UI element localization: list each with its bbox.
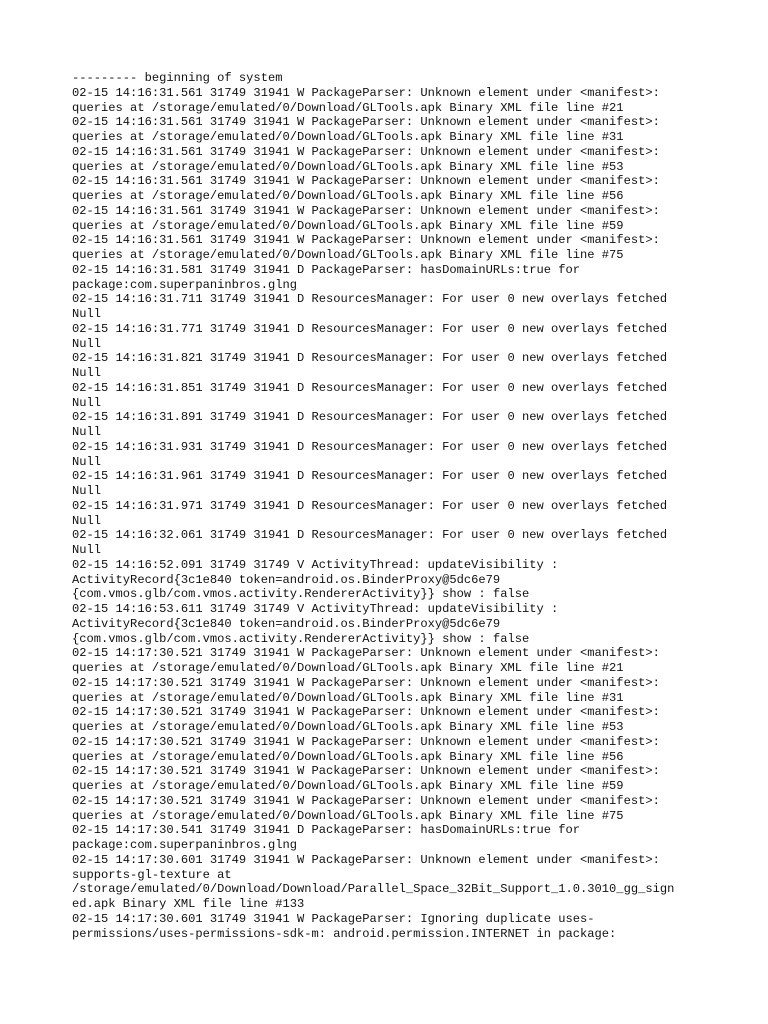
log-line: queries at /storage/emulated/0/Download/GLTools.apk Binary XML file line #59 (72, 218, 624, 233)
log-line: {com.vmos.glb/com.vmos.activity.RendererActivity}} show : false (72, 631, 530, 646)
log-line: queries at /storage/emulated/0/Download/GLTools.apk Binary XML file line #53 (72, 720, 624, 734)
log-line: 02-15 14:17:30.521 31749 31941 W PackageParser: Unknown element under <manifest>: (72, 675, 660, 690)
log-line: ed.apk Binary XML file line #133 (72, 897, 305, 911)
log-line: queries at /storage/emulated/0/Download/GLTools.apk Binary XML file line #31 (72, 690, 624, 705)
log-line: {com.vmos.glb/com.vmos.activity.RendererActivity}} show : false (72, 587, 530, 602)
log-line: queries at /storage/emulated/0/Download/GLTools.apk Binary XML file line #31 (72, 130, 624, 144)
log-line: Null (72, 484, 102, 498)
log-line: 02-15 14:16:52.091 31749 31749 V ActivityThread: updateVisibility : (72, 557, 559, 572)
log-line: 02-15 14:16:31.561 31749 31941 W PackageParser: Unknown element under <manifest>: (72, 203, 660, 218)
log-line: /storage/emulated/0/Download/Download/Parallel_Space_32Bit_Support_1.0.3010_gg_sign (72, 882, 675, 897)
log-line: 02-15 14:17:30.521 31749 31941 W PackageParser: Unknown element under <manifest>: (72, 764, 660, 779)
log-line: Null (72, 307, 102, 321)
log-line: Null (72, 543, 102, 557)
log-line: ActivityRecord{3c1e840 token=android.os.BinderProxy@5dc6e79 (72, 572, 501, 587)
log-line: 02-15 14:16:31.561 31749 31941 W PackageParser: Unknown element under <manifest>: (72, 115, 660, 130)
log-line: queries at /storage/emulated/0/Download/GLTools.apk Binary XML file line #75 (72, 808, 624, 823)
log-line: 02-15 14:17:30.601 31749 31941 W PackageParser: Unknown element under <manifest>: (72, 852, 660, 867)
log-line: 02-15 14:16:31.891 31749 31941 D ResourcesManager: For user 0 new overlays fetched (72, 410, 668, 425)
log-line: 02-15 14:16:31.961 31749 31941 D ResourcesManager: For user 0 new overlays fetched (72, 469, 668, 484)
log-line: 02-15 14:17:30.521 31749 31941 W PackageParser: Unknown element under <manifest>: (72, 793, 660, 808)
log-line: queries at /storage/emulated/0/Download/GLTools.apk Binary XML file line #21 (72, 100, 624, 115)
log-line: --------- beginning of system (72, 71, 283, 85)
log-line: queries at /storage/emulated/0/Download/GLTools.apk Binary XML file line #53 (72, 159, 624, 174)
log-line: ActivityRecord{3c1e840 token=android.os.BinderProxy@5dc6e79 (72, 616, 501, 631)
log-line: 02-15 14:16:31.561 31749 31941 W PackageParser: Unknown element under <manifest>: (72, 144, 660, 159)
log-line: Null (72, 366, 102, 380)
log-line: 02-15 14:16:31.771 31749 31941 D ResourcesManager: For user 0 new overlays fetched (72, 321, 668, 336)
log-line: Null (72, 454, 102, 469)
log-line: queries at /storage/emulated/0/Download/GLTools.apk Binary XML file line #75 (72, 248, 624, 262)
log-line: 02-15 14:16:31.711 31749 31941 D ResourcesManager: For user 0 new overlays fetched (72, 292, 668, 307)
log-line: 02-15 14:16:31.561 31749 31941 W PackageParser: Unknown element under <manifest>: (72, 85, 660, 100)
log-line: 02-15 14:17:30.541 31749 31941 D PackageParser: hasDomainURLs:true for (72, 823, 581, 838)
log-line: Null (72, 336, 102, 351)
log-line: 02-15 14:17:30.521 31749 31941 W PackageParser: Unknown element under <manifest>: (72, 646, 660, 661)
log-line: permissions/uses-permissions-sdk-m: android.permission.INTERNET in package: (72, 926, 617, 941)
log-line: 02-15 14:16:31.581 31749 31941 D PackageParser: hasDomainURLs:true for (72, 262, 581, 277)
log-line: 02-15 14:16:31.931 31749 31941 D ResourcesManager: For user 0 new overlays fetched (72, 439, 668, 454)
log-line: 02-15 14:17:30.521 31749 31941 W PackageParser: Unknown element under <manifest>: (72, 734, 660, 749)
log-line: 02-15 14:17:30.521 31749 31941 W PackageParser: Unknown element under <manifest>: (72, 705, 660, 720)
log-line: 02-15 14:16:31.561 31749 31941 W PackageParser: Unknown element under <manifest>: (72, 233, 660, 248)
log-line: queries at /storage/emulated/0/Download/GLTools.apk Binary XML file line #56 (72, 189, 624, 203)
log-line: 02-15 14:16:53.611 31749 31749 V ActivityThread: updateVisibility : (72, 602, 559, 616)
log-line: queries at /storage/emulated/0/Download/GLTools.apk Binary XML file line #21 (72, 661, 624, 675)
log-line: 02-15 14:16:32.061 31749 31941 D ResourcesManager: For user 0 new overlays fetched (72, 528, 668, 543)
log-line: 02-15 14:16:31.561 31749 31941 W PackageParser: Unknown element under <manifest>: (72, 174, 660, 189)
log-line: queries at /storage/emulated/0/Download/GLTools.apk Binary XML file line #59 (72, 779, 624, 793)
log-line: Null (72, 395, 102, 410)
log-line: package:com.superpaninbros.glng (72, 277, 297, 292)
log-line: package:com.superpaninbros.glng (72, 838, 297, 852)
log-line: Null (72, 513, 102, 528)
log-line: 02-15 14:16:31.971 31749 31941 D ResourcesManager: For user 0 new overlays fetched (72, 498, 668, 513)
log-line: 02-15 14:16:31.851 31749 31941 D ResourcesManager: For user 0 new overlays fetched (72, 380, 668, 395)
log-line: queries at /storage/emulated/0/Download/GLTools.apk Binary XML file line #56 (72, 749, 624, 764)
log-line: 02-15 14:17:30.601 31749 31941 W PackageParser: Ignoring duplicate uses- (72, 911, 595, 926)
log-line: supports-gl-texture at (72, 867, 232, 882)
log-document (72, 71, 712, 941)
log-line: 02-15 14:16:31.821 31749 31941 D ResourcesManager: For user 0 new overlays fetched (72, 351, 668, 366)
log-line: Null (72, 425, 102, 439)
